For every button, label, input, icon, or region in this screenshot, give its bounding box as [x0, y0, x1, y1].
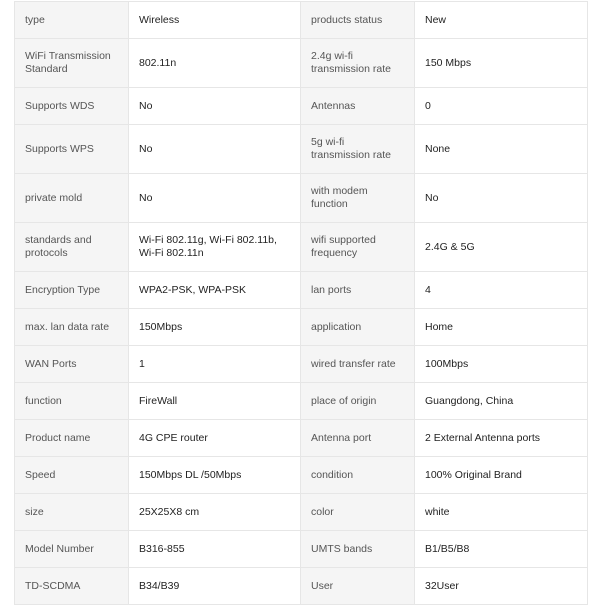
spec-value: No: [415, 174, 588, 223]
spec-value: 32User: [415, 568, 588, 605]
spec-value: Home: [415, 309, 588, 346]
spec-value: Guangdong, China: [415, 383, 588, 420]
spec-value: No: [129, 88, 301, 125]
spec-value: B1/B5/B8: [415, 531, 588, 568]
spec-key: 2.4g wi-fi transmission rate: [301, 39, 415, 88]
spec-row: [15, 383, 588, 420]
spec-key: Supports WPS: [15, 125, 129, 174]
spec-row: [15, 272, 588, 309]
spec-key: lan ports: [301, 272, 415, 309]
spec-key: Antennas: [301, 88, 415, 125]
spec-key: 5g wi-fi transmission rate: [301, 125, 415, 174]
spec-value: 802.11n: [129, 39, 301, 88]
spec-value: 150 Mbps: [415, 39, 588, 88]
spec-row: [15, 420, 588, 457]
spec-row: [15, 88, 588, 125]
spec-key: Supports WDS: [15, 88, 129, 125]
spec-key: WAN Ports: [15, 346, 129, 383]
spec-key: products status: [301, 2, 415, 39]
spec-key: color: [301, 494, 415, 531]
spec-key: type: [15, 2, 129, 39]
spec-key: Speed: [15, 457, 129, 494]
spec-value: 0: [415, 88, 588, 125]
spec-row: [15, 494, 588, 531]
spec-value: 150Mbps: [129, 309, 301, 346]
spec-value: No: [129, 174, 301, 223]
spec-key: wifi supported frequency: [301, 223, 415, 272]
spec-value: 1: [129, 346, 301, 383]
spec-value: 25X25X8 cm: [129, 494, 301, 531]
spec-table: [14, 1, 588, 605]
spec-row: [15, 309, 588, 346]
spec-value: Wireless: [129, 2, 301, 39]
spec-key: condition: [301, 457, 415, 494]
spec-row: [15, 457, 588, 494]
spec-table-body: [15, 2, 588, 605]
spec-key: private mold: [15, 174, 129, 223]
spec-value: None: [415, 125, 588, 174]
spec-value: B316-855: [129, 531, 301, 568]
spec-value: No: [129, 125, 301, 174]
spec-value: 4: [415, 272, 588, 309]
spec-value: 2.4G & 5G: [415, 223, 588, 272]
spec-value: FireWall: [129, 383, 301, 420]
spec-value: New: [415, 2, 588, 39]
spec-key: with modem function: [301, 174, 415, 223]
spec-value: 100Mbps: [415, 346, 588, 383]
spec-row: [15, 531, 588, 568]
spec-key: WiFi Transmission Standard: [15, 39, 129, 88]
spec-value: 100% Original Brand: [415, 457, 588, 494]
spec-key: application: [301, 309, 415, 346]
spec-key: TD-SCDMA: [15, 568, 129, 605]
spec-key: UMTS bands: [301, 531, 415, 568]
spec-key: standards and protocols: [15, 223, 129, 272]
spec-row: [15, 568, 588, 605]
spec-value: WPA2-PSK, WPA-PSK: [129, 272, 301, 309]
spec-row: [15, 223, 588, 272]
spec-value: 150Mbps DL /50Mbps: [129, 457, 301, 494]
spec-key: max. lan data rate: [15, 309, 129, 346]
spec-value: B34/B39: [129, 568, 301, 605]
spec-row: [15, 346, 588, 383]
spec-row: [15, 174, 588, 223]
spec-row: [15, 39, 588, 88]
spec-key: Model Number: [15, 531, 129, 568]
spec-value: 4G CPE router: [129, 420, 301, 457]
spec-row: [15, 125, 588, 174]
spec-value: Wi-Fi 802.11g, Wi-Fi 802.11b, Wi-Fi 802.11n: [129, 223, 301, 272]
spec-key: place of origin: [301, 383, 415, 420]
spec-value: white: [415, 494, 588, 531]
spec-value: 2 External Antenna ports: [415, 420, 588, 457]
spec-key: Antenna port: [301, 420, 415, 457]
spec-key: Encryption Type: [15, 272, 129, 309]
spec-key: function: [15, 383, 129, 420]
spec-row: [15, 2, 588, 39]
spec-key: User: [301, 568, 415, 605]
spec-key: Product name: [15, 420, 129, 457]
spec-key: wired transfer rate: [301, 346, 415, 383]
spec-key: size: [15, 494, 129, 531]
